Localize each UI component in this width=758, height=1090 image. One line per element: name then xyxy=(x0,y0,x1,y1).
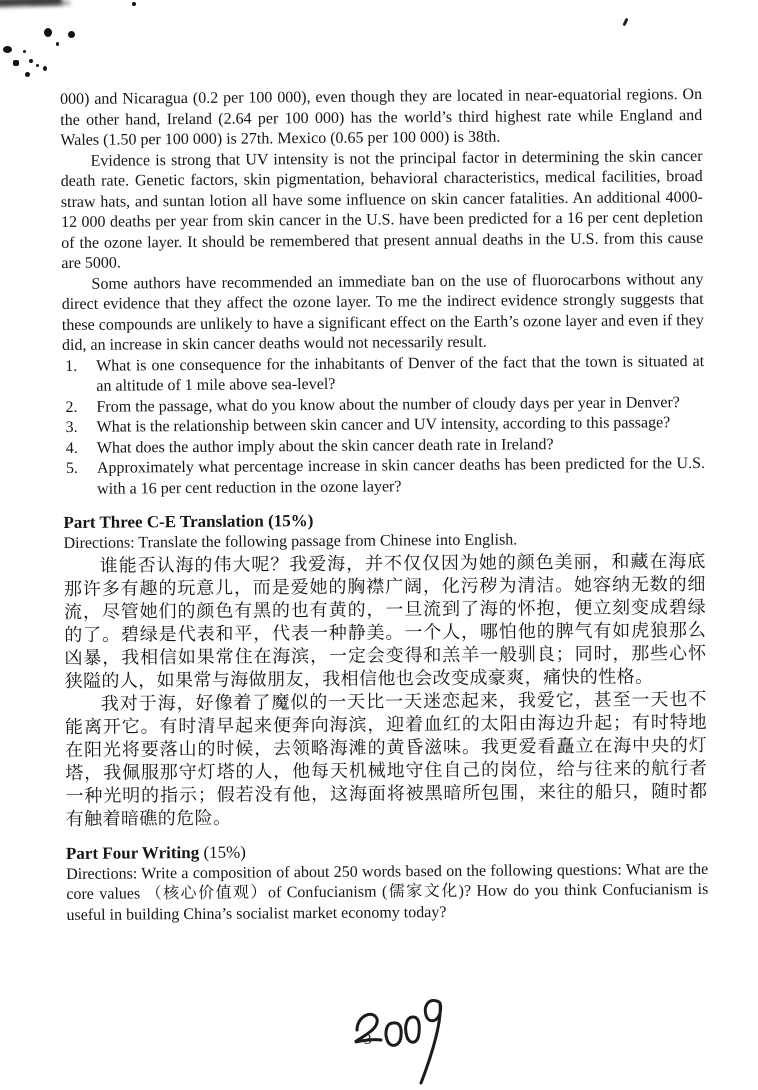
question-text: What does the author imply about the skin cancer death rate in Ireland? xyxy=(96,435,554,457)
handwritten-year-mark xyxy=(344,990,456,1085)
handwritten-2009-strokes xyxy=(344,990,456,1085)
translation-paragraph: 我对于海，好像着了魔似的一天比一天迷恋起来，我爱它，甚至一天也不能离开它。有时清早起来便奔向海滨，迎着血红的太阳由海边升起；有时特地在阳光将要落山的时候，去领略海滩的黄昏滋味。我更爱看矗立在海中央的灯塔，我佩服那守灯塔的人，他每天机械地守住自己的岗位，给与往来的航行者一种光明的指示；假若没有他，这海面将被黑暗所包围，来往的船只，随时都有触着暗礁的危险。 xyxy=(64,688,708,829)
ink-speck xyxy=(3,46,12,53)
part-three-title: Part Three C-E Translation xyxy=(63,511,264,532)
ink-speck xyxy=(36,64,39,67)
question-number: 3. xyxy=(65,418,78,436)
question-text: Approximately what percentage increase in skin cancer deaths has been predicted for the U.S. with a 16 per cent reduction in the ozone layer? xyxy=(96,454,706,498)
ink-speck xyxy=(23,50,26,53)
ink-speck xyxy=(56,42,59,46)
passage-paragraph: 000) and Nicaragua (0.2 per 100 000), even though they are located in near-equatorial regions. On the other hand, Ireland (2.64 per 100 000) has the world’s third highest rate while England and Wales (1.50 per 100 000) is 27th. Mexico (0.65 per 100 000) is 38th. xyxy=(60,85,703,149)
question-item xyxy=(62,351,704,397)
passage-paragraph: Evidence is strong that UV intensity is not the principal factor in determining the skin cancer death rate. Genetic factors, skin pigmentation, behavioral characteristics, medical facilities, broad straw hats, and suntan lotion all have some influence on skin cancer fatalities. An additional 4000-12 000 deaths per year from skin cancer in the U.S. have been predicted for a 16 per cent depletion of the ozone layer. It should be remembered that present annual deaths in the U.S. from this cause are 5000. xyxy=(60,147,704,272)
ink-speck xyxy=(43,66,47,71)
question-text: From the passage, what do you know about the number of cloudy days per year in Denver? xyxy=(96,393,680,416)
part-three-directions: Directions: Translate the following passage from Chinese into English. xyxy=(63,531,518,552)
question-number: 5. xyxy=(65,459,79,477)
ink-speck xyxy=(13,60,19,66)
part-four-percent: (15%) xyxy=(203,842,246,862)
question-item xyxy=(63,454,705,500)
scan-smear xyxy=(30,1,70,5)
question-number: 2. xyxy=(65,398,78,416)
page-number: 3 xyxy=(364,1032,372,1048)
ink-speck xyxy=(25,72,30,77)
part-four-title: Part Four Writing xyxy=(65,842,200,863)
page-content xyxy=(60,85,709,926)
ink-speck xyxy=(622,18,628,27)
translation-paragraph: 谁能否认海的伟大呢？我爱海，并不仅仅因为她的颜色美丽，和藏在海底那许多有趣的玩意儿，而是爱她的胸襟广阔，化污秽为清洁。她容纳无数的细流，尽管她们的颜色有黑的也有黄的，一旦流到了海的怀抱，便立刻变成碧绿的了。碧绿是代表和平，代表一种静美。一个人，哪怕他的脾气有如虎狼那么凶暴，我相信如果常住在海滨，一定会变得和羔羊一般驯良；同时，那些心怀狭隘的人，如果常与海做朋友，我相信他也会改变成豪爽，痛快的性格。 xyxy=(63,550,707,691)
comprehension-questions xyxy=(62,351,705,500)
question-number: 1. xyxy=(65,357,78,375)
question-text: What is the relationship between skin cancer and UV intensity, according to this passage? xyxy=(96,414,671,436)
part-three-percent: (15%) xyxy=(267,511,314,531)
ink-speck xyxy=(44,28,52,37)
ink-speck xyxy=(29,59,33,63)
ink-speck xyxy=(132,2,136,6)
passage-paragraph: Some authors have recommended an immediate ban on the use of fluorocarbons without any direct evidence that they affect the ozone layer. To me the indirect evidence strongly suggests that these compounds are unlikely to have a significant effect on the Earth’s ozone layer and even if they did, an increase in skin cancer deaths would not necessarily result. xyxy=(61,270,704,354)
question-number: 4. xyxy=(65,439,78,457)
question-text: What is one consequence for the inhabitants of Denver of the fact that the town is situated at an altitude of 1 mile above sea-level? xyxy=(96,352,705,395)
ink-speck xyxy=(68,31,75,38)
part-four-directions: Directions: Write a composition of about 250 words based on the following questions: What are the core values （核心价值观）of Confucianism (儒家文化)? How do you think Confucianism is useful in building China’s socialist market economy today? xyxy=(66,860,709,924)
